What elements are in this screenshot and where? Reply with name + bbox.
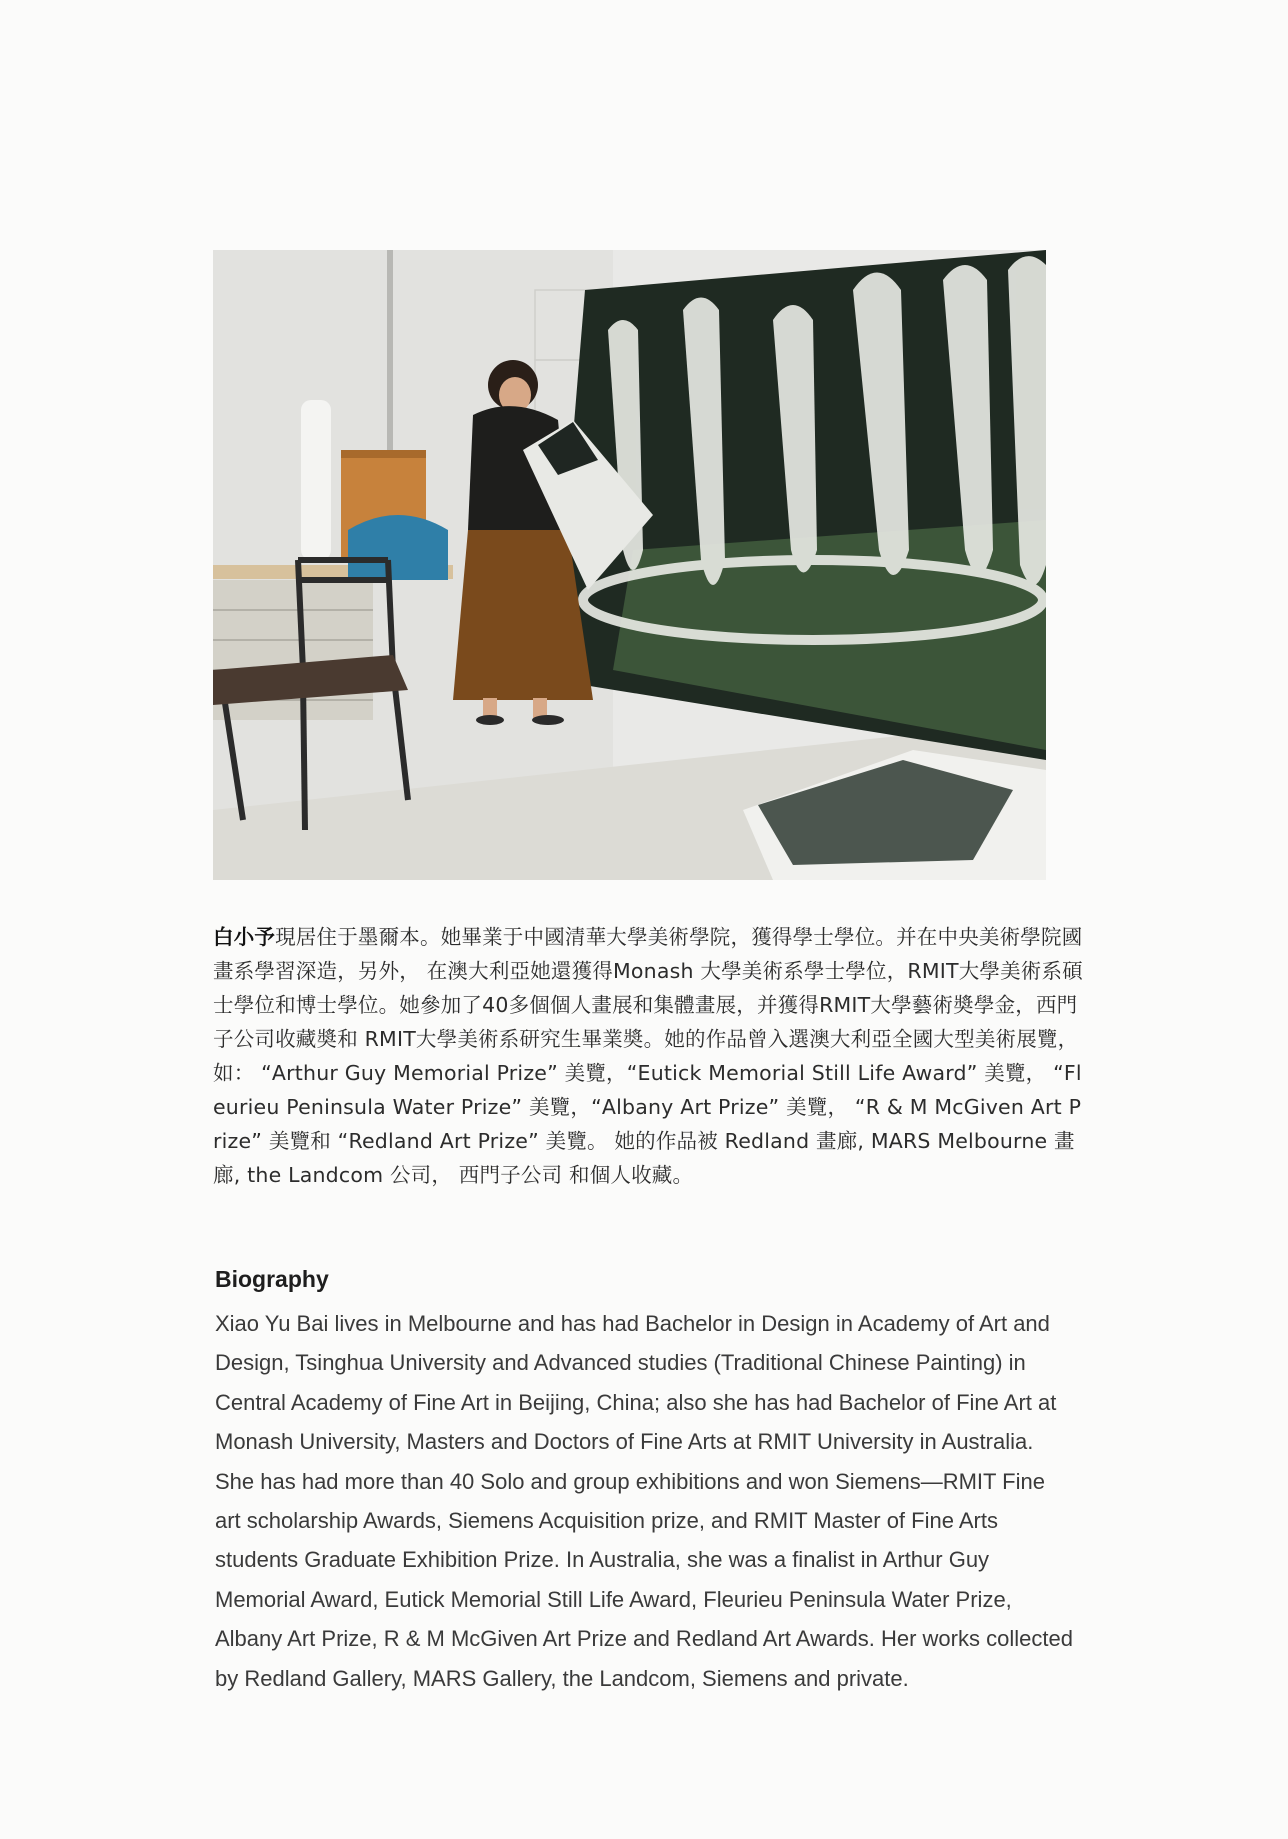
artist-studio-photo [213,250,1046,880]
artist-name: 白小予 [213,925,276,949]
rolled-paper [301,400,331,560]
english-biography-text: Xiao Yu Bai lives in Melbourne and has had Bachelor in Design in Academy of Art and Design, Tsinghua University and Advanced studies (Traditional Chinese Painting) in Central Academy of Fine Art in Beijing, China; also she has had Bachelor of Fine Art at Monash University, Masters and Doctors of Fine Arts at RMIT University in Australia. She has had more than 40 Solo and group exhibitions and won Siemens—RMIT Fine art scholarship Awards, Siemens Acquisition prize, and RMIT Master of Fine Arts students Graduate Exhibition Prize. In Australia, she was a finalist in Arthur Guy Memorial Award, Eutick Memorial Still Life Award, Fleurieu Peninsula Water Prize, Albany Art Prize, R & M McGiven Art Prize and Redland Art Awards. Her works collected by Redland Gallery, MARS Gallery, the Landcom, Siemens and private. [215,1311,1073,1691]
blue-bag [348,515,448,580]
chinese-biography-text: 現居住于墨爾本。她畢業于中國清華大學美術學院，獲得學士學位。并在中央美術學院國畫系學習深造，另外， 在澳大利亞她還獲得Monash 大學美術系學士學位，RMIT大學美術系碩士學位和博士學位。她參加了40多個個人畫展和集體畫展，并獲得RMIT大學藝術奬學金，西門子公司收藏奬和 RMIT大學美術系研究生畢業奬。她的作品曾入選澳大利亞全國大型美術展覽，如： “Arthur Guy Memorial Prize” 美覽，“Eutick Memorial Still Life Award” 美覽， “Fleurieu Peninsula Water Prize” 美覽，“Albany Art Prize” 美覽， “R & M McGiven Art Prize” 美覽和 “Redland Art Prize” 美覽。 她的作品被 Redland 畫廊, MARS Melbourne 畫廊, the Landcom 公司， 西門子公司 和個人收藏。 [213,925,1083,1187]
biography-heading: Biography [215,1266,329,1292]
chinese-biography [213,920,1085,1192]
